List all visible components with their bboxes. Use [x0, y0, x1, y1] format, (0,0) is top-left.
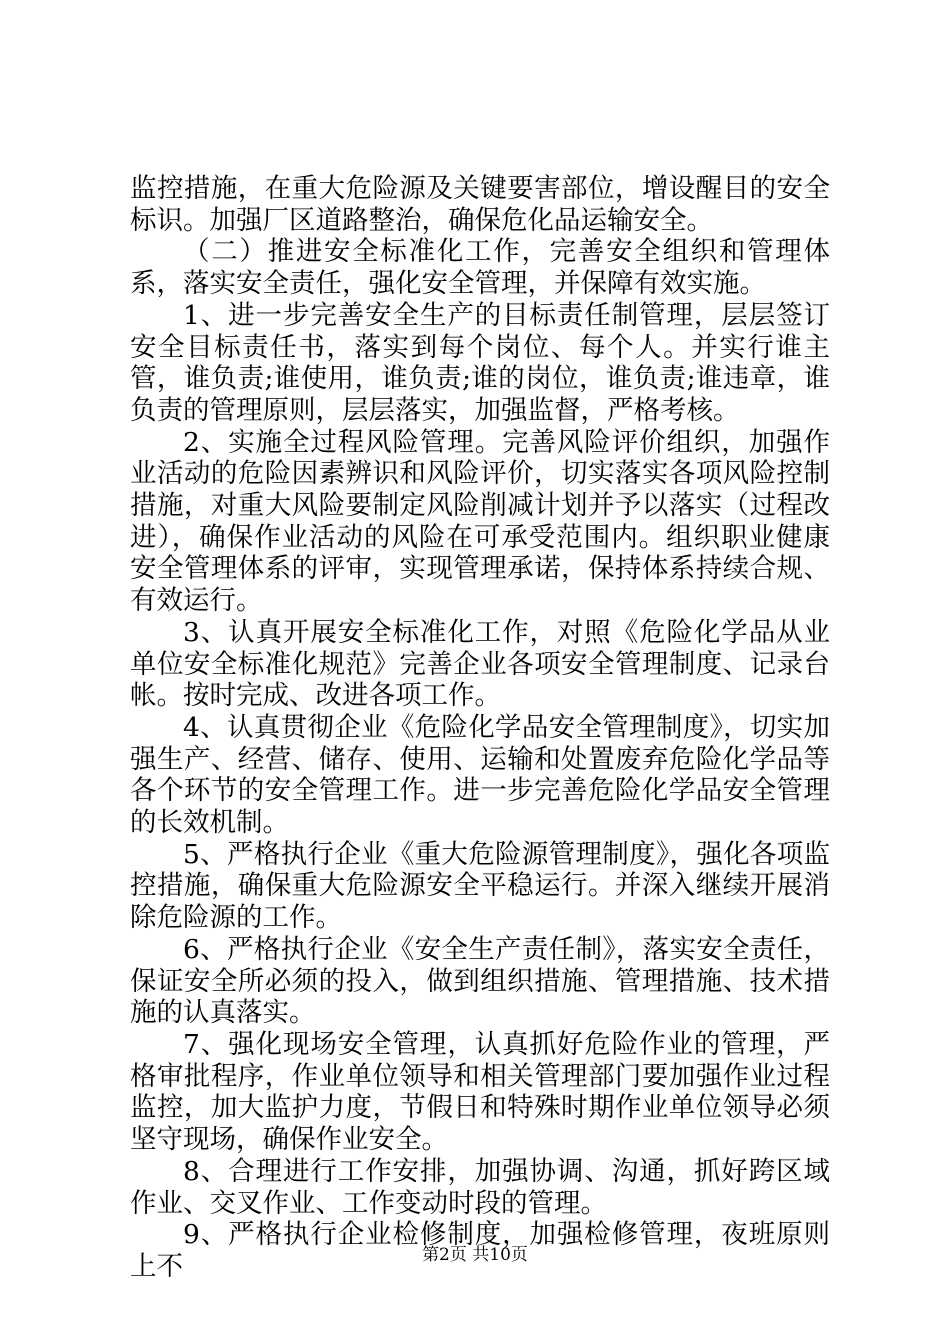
document-body [130, 173, 830, 1283]
paragraph-item-9: 9、严格执行企业检修制度，加强检修管理，夜班原则上不 [130, 1219, 830, 1282]
paragraph-item-3: 3、认真开展安全标准化工作，对照《危险化学品从业单位安全标准化规范》完善企业各项安全管理制度、记录台帐。按时完成、改进各项工作。 [130, 616, 830, 712]
paragraph-item-2: 2、实施全过程风险管理。完善风险评价组织，加强作业活动的危险因素辨识和风险评价，切实落实各项风险控制措施，对重大风险要制定风险削减计划并予以落实（过程改进），确保作业活动的风险在可承受范围内。组织职业健康安全管理体系的评审，实现管理承诺，保持体系持续合规、有效运行。 [130, 426, 830, 617]
paragraph-item-7: 7、强化现场安全管理，认真抓好危险作业的管理，严格审批程序，作业单位领导和相关管理部门要加强作业过程监控，加大监护力度，节假日和特殊时期作业单位领导必须坚守现场，确保作业安全。 [130, 1028, 830, 1156]
paragraph-item-1: 1、进一步完善安全生产的目标责任制管理，层层签订安全目标责任书，落实到每个岗位、每个人。并实行谁主管，谁负责;谁使用，谁负责;谁的岗位，谁负责;谁违章，谁负责的管理原则，层层落实，加强监督，严格考核。 [130, 299, 830, 426]
paragraph-item-6: 6、严格执行企业《安全生产责任制》，落实安全责任，保证安全所必须的投入，做到组织措施、管理措施、技术措施的认真落实。 [130, 933, 830, 1029]
page-number-footer: 第2页 共10页 [422, 1245, 528, 1265]
paragraph-item-4: 4、认真贯彻企业《危险化学品安全管理制度》，切实加强生产、经营、储存、使用、运输和处置废弃危险化学品等各个环节的安全管理工作。进一步完善危险化学品安全管理的长效机制。 [130, 711, 830, 839]
paragraph-section-2: （二）推进安全标准化工作，完善安全组织和管理体系，落实安全责任，强化安全管理，并保障有效实施。 [130, 236, 830, 300]
paragraph-item-5: 5、严格执行企业《重大危险源管理制度》，强化各项监控措施，确保重大危险源安全平稳运行。并深入继续开展消除危险源的工作。 [130, 838, 830, 934]
paragraph-continued: 监控措施，在重大危险源及关键要害部位，增设醒目的安全标识。加强厂区道路整治，确保危化品运输安全。 [130, 173, 830, 236]
paragraph-item-8: 8、合理进行工作安排，加强协调、沟通，抓好跨区域作业、交叉作业、工作变动时段的管理。 [130, 1155, 830, 1219]
